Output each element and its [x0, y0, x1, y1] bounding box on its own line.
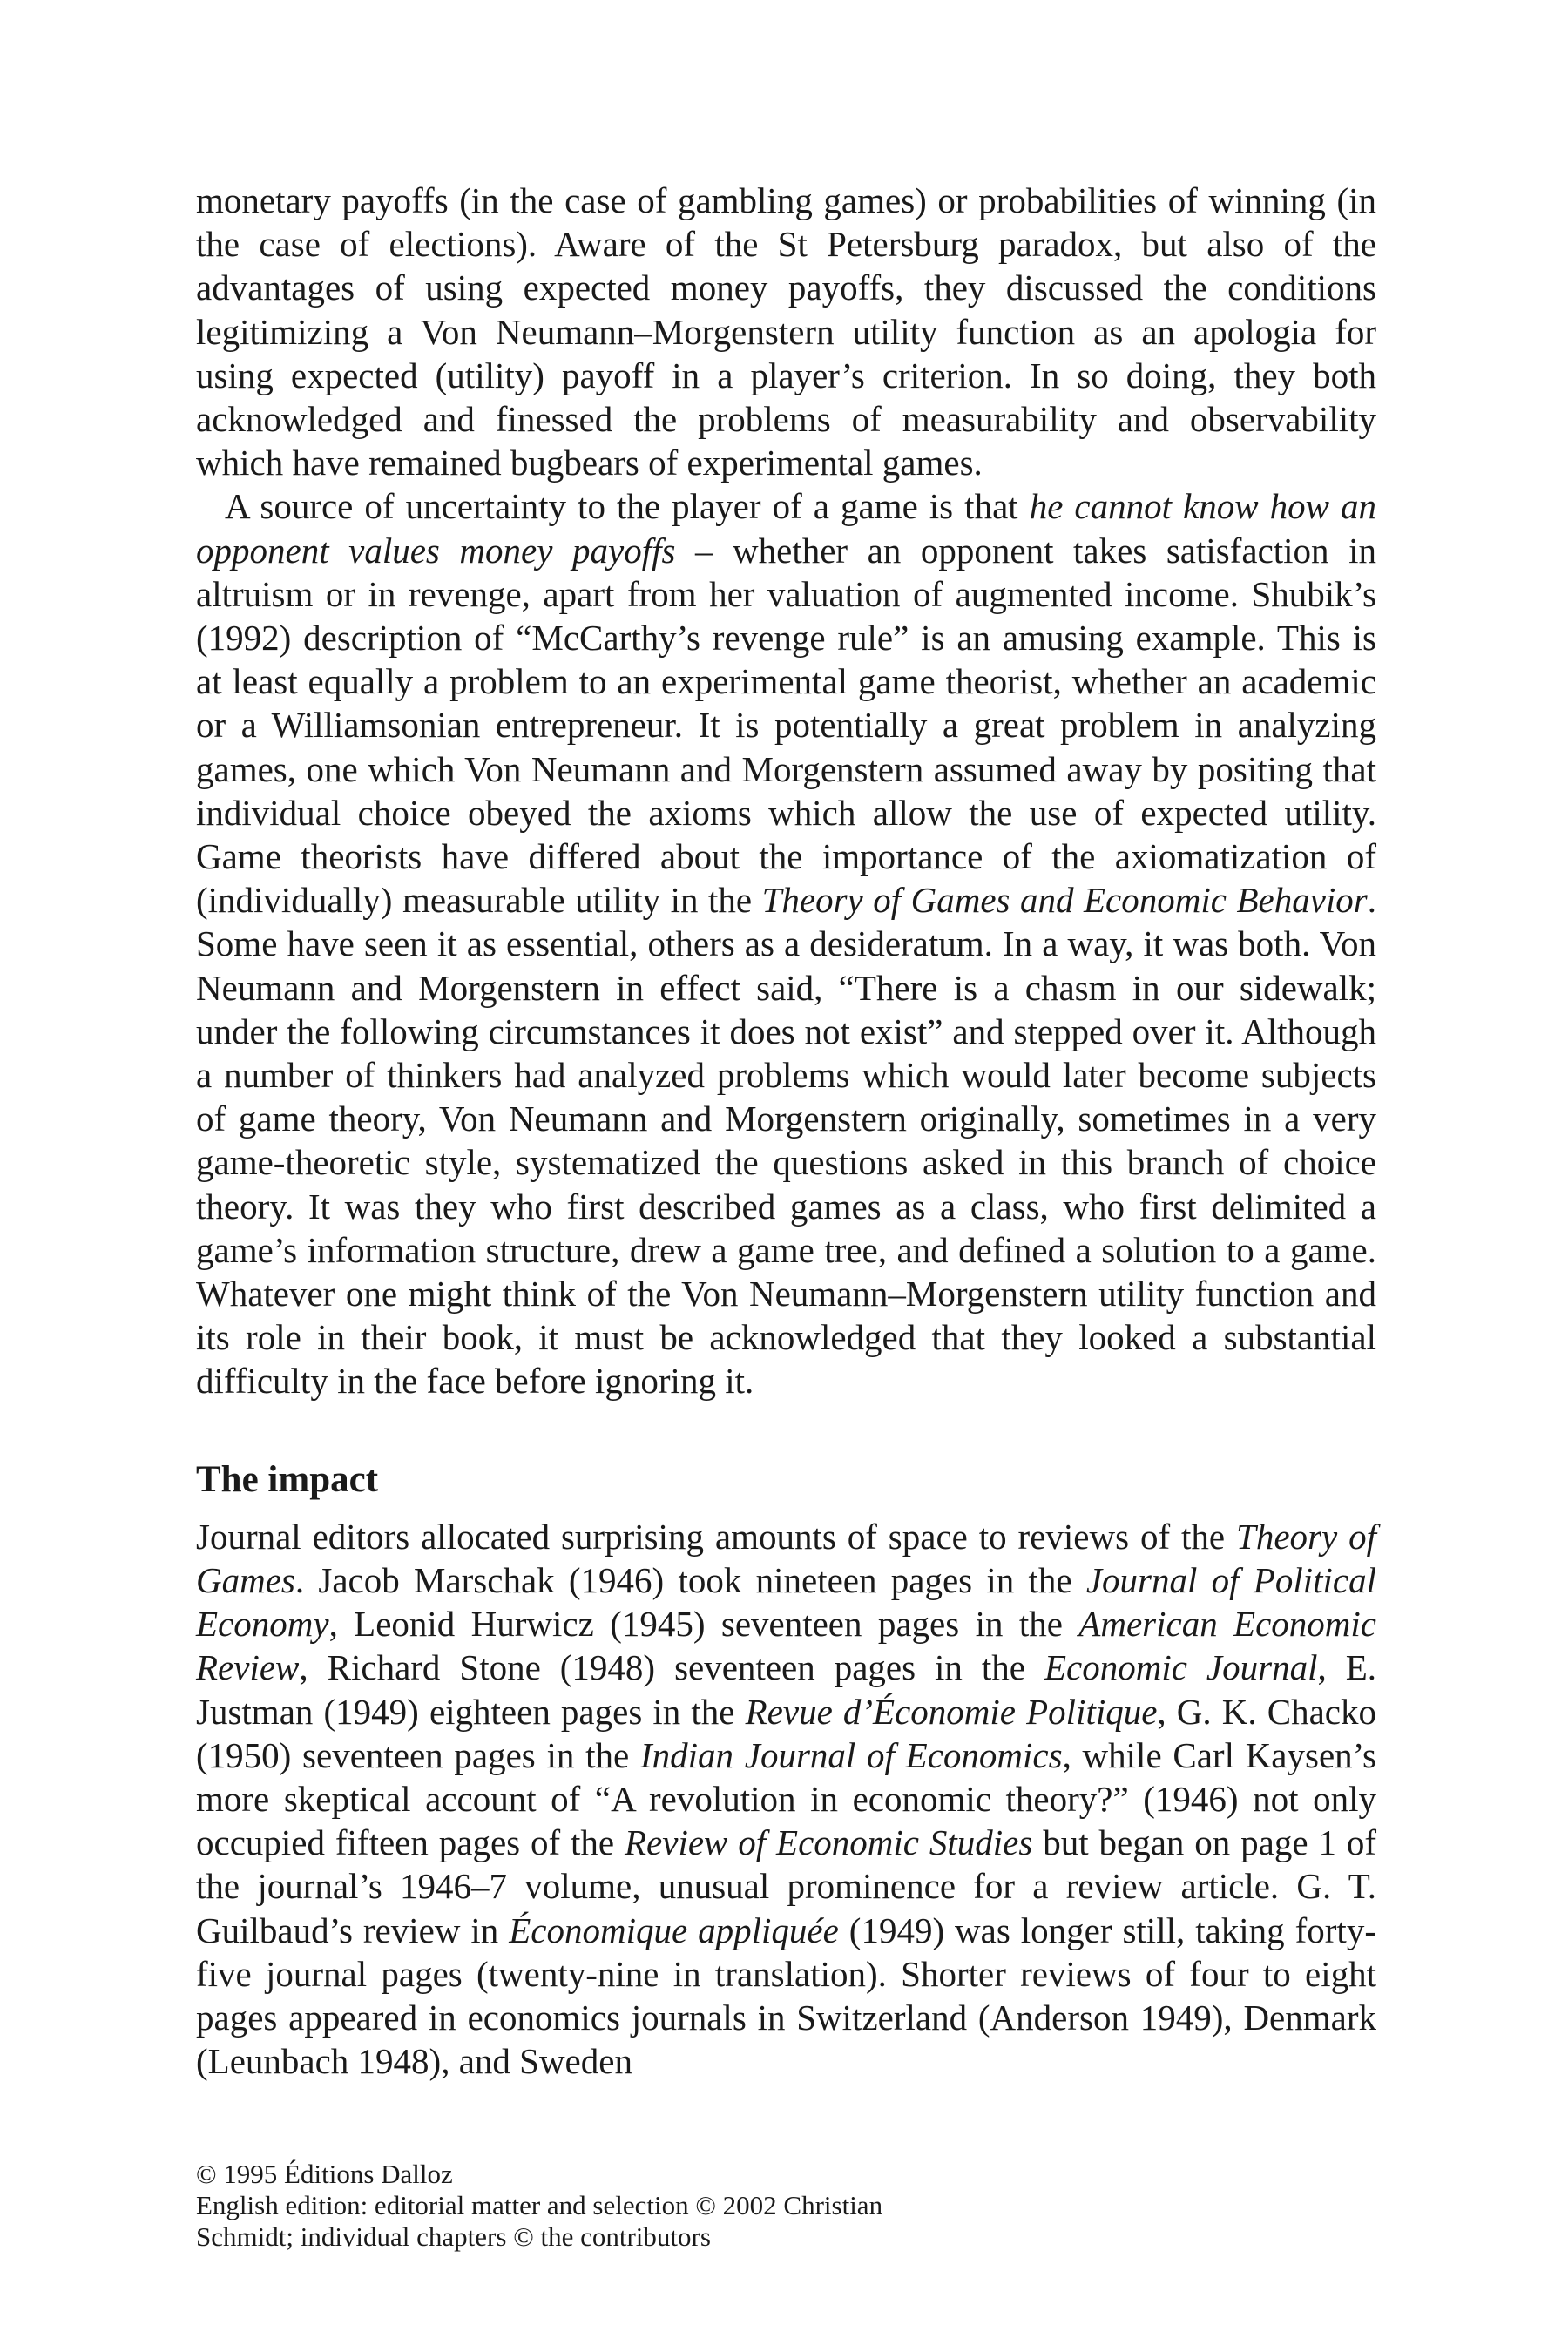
paragraph-2: [196, 484, 1376, 1402]
p3-text-5: , E. Justman (1949) eighteen pages in the: [196, 1647, 1377, 1732]
copyright-line-3: Schmidt; individual chapters © the contributors: [196, 2221, 711, 2252]
p3-italic-2: Journal of Political Economy: [196, 1559, 1376, 1645]
p3-text-9: (1949) was longer still, taking forty-five journal pages (twenty-nine in translation). Shorter reviews of four to eight pages appeared in economics journals in Switzerland (Anderson 1949), Denmark (Leunbach 1948), and Sweden: [196, 1909, 1376, 2082]
p3-text-7: , while Carl Kaysen’s more skeptical account of “A revolution in economic theory?” (1946) not only occupied fifteen pages of the: [196, 1734, 1377, 1863]
paragraph-1: monetary payoffs (in the case of gambling games) or probabilities of winning (in the case of elections). Aware of the St Petersburg paradox, but also of the advantages of using expected money payoffs, they discussed the conditions legitimizing a Von Neumann–Morgenstern utility function as an apologia for using expected (utility) payoff in a player’s criterion. In so doing, they both acknowledged and finessed the problems of measurability and observability which have remained bugbears of experimental games.: [196, 180, 1376, 483]
p3-text-4: , Richard Stone (1948) seventeen pages in the: [299, 1647, 1044, 1688]
p3-italic-5: Revue d’Économie Politique: [745, 1691, 1158, 1732]
page-body: [196, 179, 1376, 2083]
copyright-footer: [196, 2159, 1154, 2253]
section-heading: The impact: [196, 1458, 379, 1500]
p3-italic-3: American Economic Review: [196, 1604, 1376, 1688]
paragraph-2-text-c: – whether an opponent takes satisfaction in altruism or in revenge, apart from her valuation of augmented income. Shubik’s (1992) description of “McCarthy’s revenge rule” is an amusing example. This is at least equally a problem to an experimental game theorist, whether an academic or a Williamsonian entrepreneur. It is potentially a great problem in analyzing games, one which Von Neumann and Morgenstern assumed away by positing that individual choice obeyed the axioms which allow the use of expected utility. Game theorists have differed about the importance of the axiomatization of (individually) measurable utility in the: [196, 530, 1376, 921]
p3-italic-1: Theory of Games: [196, 1516, 1377, 1600]
p3-italic-6: Indian Journal of Economics: [639, 1734, 1063, 1775]
copyright-line-1: © 1995 Éditions Dalloz: [196, 2159, 453, 2189]
p3-text-6: , G. K. Chacko (1950) seventeen pages in the: [196, 1691, 1376, 1775]
paragraph-3: [196, 1515, 1376, 2084]
paragraph-2-italic-b: he cannot know how an opponent values money payoffs: [196, 486, 1376, 571]
p3-text-1: Journal editors allocated surprising amounts of space to reviews of the: [196, 1516, 1237, 1557]
p3-italic-4: Economic Journal: [1044, 1647, 1318, 1688]
p3-text-2: . Jacob Marschak (1946) took nineteen pages in the: [294, 1559, 1086, 1600]
paragraph-2-italic-d: Theory of Games and Economic Behavior: [761, 880, 1368, 921]
paragraph-2-text-a: A source of uncertainty to the player of a game is that: [225, 486, 1030, 527]
paragraph-2-text-e: . Some have seen it as essential, others as a desideratum. In a way, it was both. Von Neumann and Morgenstern in effect said, “There is a chasm in our sidewalk; under the following circumstances it does not exist” and stepped over it. Although a number of thinkers had analyzed problems which would later become subjects of game theory, Von Neumann and Morgenstern originally, sometimes in a very game-theoretic style, systematized the questions asked in this branch of choice theory. It was they who first described games as a class, who first delimited a game’s information structure, drew a game tree, and defined a solution to a game. Whatever one might think of the Von Neumann–Morgenstern utility function and its role in their book, it must be acknowledged that they looked a substantial difficulty in the face before ignoring it.: [196, 880, 1376, 1402]
p3-italic-8: Économique appliquée: [509, 1909, 839, 1950]
p3-text-8: but began on page 1 of the journal’s 1946–7 volume, unusual prominence for a review article. G. T. Guilbaud’s review in: [196, 1822, 1376, 1950]
p3-text-3: , Leonid Hurwicz (1945) seventeen pages in the: [328, 1604, 1079, 1645]
copyright-line-2: English edition: editorial matter and selection © 2002 Christian: [196, 2190, 883, 2220]
p3-italic-7: Review of Economic Studies: [625, 1822, 1033, 1863]
